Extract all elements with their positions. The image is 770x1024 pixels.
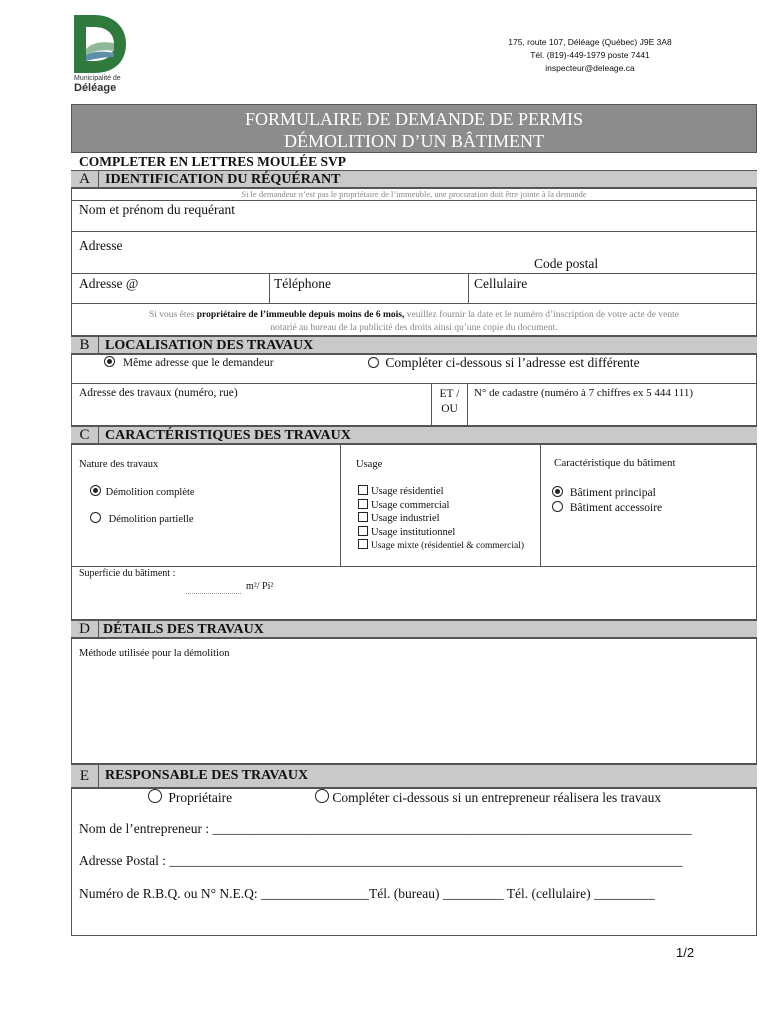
section-a-letter: A <box>71 171 99 187</box>
section-a-note: Si le demandeur n’est pas le propriétaire de l’immeuble, une procuration doit être jointe à la demande <box>241 189 587 199</box>
section-a-header <box>71 170 757 188</box>
logo-d-icon <box>72 13 128 75</box>
et-label: ET / <box>439 388 460 400</box>
contact-block <box>440 36 740 75</box>
building-options <box>552 486 662 516</box>
requester-address-field[interactable]: Adresse <box>79 238 123 253</box>
section-e-title: RESPONSABLE DES TRAVAUX <box>105 768 309 783</box>
usage-option[interactable] <box>358 499 524 513</box>
building-option-principal[interactable] <box>552 486 662 501</box>
instruction-text: COMPLETER EN LETTRES MOULÉE SVP <box>79 154 347 169</box>
requester-name-field[interactable]: Nom et prénom du requérant <box>79 202 235 217</box>
section-a-title: IDENTIFICATION DU RÉQUÉRANT <box>105 172 341 187</box>
area-input[interactable] <box>186 592 241 594</box>
section-d-letter: D <box>71 621 99 637</box>
section-b-title: LOCALISATION DES TRAVAUX <box>105 338 314 353</box>
nature-option-complete[interactable] <box>90 485 195 498</box>
divider <box>71 200 757 201</box>
municipality-small-label: Municipalité de <box>74 75 121 82</box>
area-units: m²/ Pi² <box>246 581 274 592</box>
building-option-label: Bâtiment principal <box>569 487 656 499</box>
same-address-label: Même adresse que le demandeur <box>122 357 274 369</box>
works-address-field[interactable]: Adresse des travaux (numéro, rue) <box>79 387 238 399</box>
section-c-header <box>71 426 757 444</box>
building-option-label: Bâtiment accessoire <box>569 502 663 514</box>
radio-empty-icon[interactable] <box>368 357 379 368</box>
owner-note-pre: Si vous êtes <box>149 310 195 320</box>
owner-note-line-2: notarié au bureau de la publicité des droits ainsi qu’une copie du document. <box>270 323 558 333</box>
section-e-letter: E <box>71 765 99 787</box>
email-line: inspecteur@deleage.ca <box>545 63 635 73</box>
checkbox-icon[interactable] <box>358 512 368 522</box>
section-d-title: DÉTAILS DES TRAVAUX <box>103 622 264 637</box>
postal-code-field[interactable]: Code postal <box>534 256 599 271</box>
rbq-field[interactable]: Numéro de R.B.Q. ou N° N.E.Q: ________________Tél. (bureau) _________ Tél. (cellulaire) _________ <box>79 886 655 901</box>
section-c-letter: C <box>71 427 99 443</box>
divider <box>540 444 541 566</box>
section-b-header <box>71 336 757 354</box>
building-label: Caractéristique du bâtiment <box>554 457 676 469</box>
usage-option[interactable] <box>358 512 524 526</box>
radio-selected-icon[interactable] <box>90 485 101 496</box>
title-line-2: DÉMOLITION D’UN BÂTIMENT <box>284 131 544 151</box>
section-d-header <box>71 620 757 638</box>
owner-note-bold: propriétaire de l’immeuble depuis moins de 6 mois, <box>196 310 405 320</box>
owner-option[interactable] <box>148 789 232 806</box>
email-field[interactable]: Adresse @ <box>79 276 139 291</box>
nature-option-label: Démolition partielle <box>108 514 194 525</box>
contractor-option-label: Compléter ci-dessous si un entrepreneur réalisera les travaux <box>332 790 662 805</box>
section-b-letter: B <box>71 337 99 353</box>
ou-label: OU <box>441 403 458 415</box>
method-field[interactable]: Méthode utilisée pour la démolition <box>79 648 230 659</box>
radio-selected-icon[interactable] <box>104 356 115 367</box>
nature-option-label: Démolition complète <box>105 487 195 498</box>
usage-option[interactable] <box>358 539 524 554</box>
phone-line: Tél. (819)-449-1979 poste 7441 <box>530 50 650 60</box>
radio-empty-icon[interactable] <box>315 789 329 803</box>
divider <box>71 303 757 304</box>
usage-option[interactable] <box>358 526 524 540</box>
divider <box>71 566 757 567</box>
page-number: 1/2 <box>676 945 695 960</box>
usage-options <box>358 485 524 554</box>
usage-label: Usage <box>356 459 383 470</box>
radio-empty-icon[interactable] <box>148 789 162 803</box>
address-line: 175, route 107, Déléage (Québec) J9E 3A8 <box>508 37 672 47</box>
contractor-option[interactable] <box>315 789 661 806</box>
other-address-option[interactable] <box>368 355 640 371</box>
owner-option-label: Propriétaire <box>168 790 233 805</box>
postal-address-field[interactable]: Adresse Postal : ____________________________________________________________________________ <box>79 853 683 868</box>
nature-label: Nature des travaux <box>79 459 159 470</box>
nature-option-partial[interactable] <box>90 512 193 525</box>
building-option-accessory[interactable] <box>552 501 662 516</box>
cadastre-field[interactable]: N° de cadastre (numéro à 7 chiffres ex 5 444 111) <box>474 387 694 399</box>
divider <box>71 273 757 274</box>
usage-option-label: Usage commercial <box>371 499 450 511</box>
same-address-option[interactable] <box>104 356 274 369</box>
divider <box>468 273 469 303</box>
checkbox-icon[interactable] <box>358 539 368 549</box>
checkbox-icon[interactable] <box>358 499 368 509</box>
section-e-header <box>71 764 757 788</box>
usage-option-label: Usage industriel <box>371 513 440 524</box>
radio-empty-icon[interactable] <box>90 512 101 523</box>
contractor-name-field[interactable]: Nom de l’entrepreneur : _______________________________________________________________________ <box>79 821 692 836</box>
divider <box>71 383 757 384</box>
municipality-name: Déléage <box>74 82 117 94</box>
divider <box>269 273 270 303</box>
title-band <box>71 104 757 153</box>
usage-option[interactable] <box>358 485 524 499</box>
owner-note-post: veuillez fournir la date et le numéro d’inscription de votre acte de vente <box>406 310 679 320</box>
cell-field[interactable]: Cellulaire <box>474 276 528 291</box>
phone-field[interactable]: Téléphone <box>274 276 331 291</box>
municipality-logo <box>72 13 128 75</box>
other-address-label: Compléter ci-dessous si l’adresse est différente <box>385 355 640 370</box>
title-line-1: FORMULAIRE DE DEMANDE DE PERMIS <box>244 109 583 129</box>
radio-empty-icon[interactable] <box>552 501 563 512</box>
checkbox-icon[interactable] <box>358 526 368 536</box>
divider <box>340 444 341 566</box>
usage-option-label: Usage institutionnel <box>371 526 456 538</box>
divider <box>71 231 757 232</box>
section-c-title: CARACTÉRISTIQUES DES TRAVAUX <box>105 428 351 443</box>
et-ou-label <box>432 387 467 417</box>
area-label: Superficie du bâtiment : <box>79 568 176 579</box>
owner-note <box>71 309 757 335</box>
usage-option-label: Usage mixte (résidentiel & commercial) <box>371 541 524 551</box>
usage-option-label: Usage résidentiel <box>371 486 444 497</box>
checkbox-icon[interactable] <box>358 485 368 495</box>
divider <box>467 383 468 426</box>
radio-selected-icon[interactable] <box>552 486 563 497</box>
